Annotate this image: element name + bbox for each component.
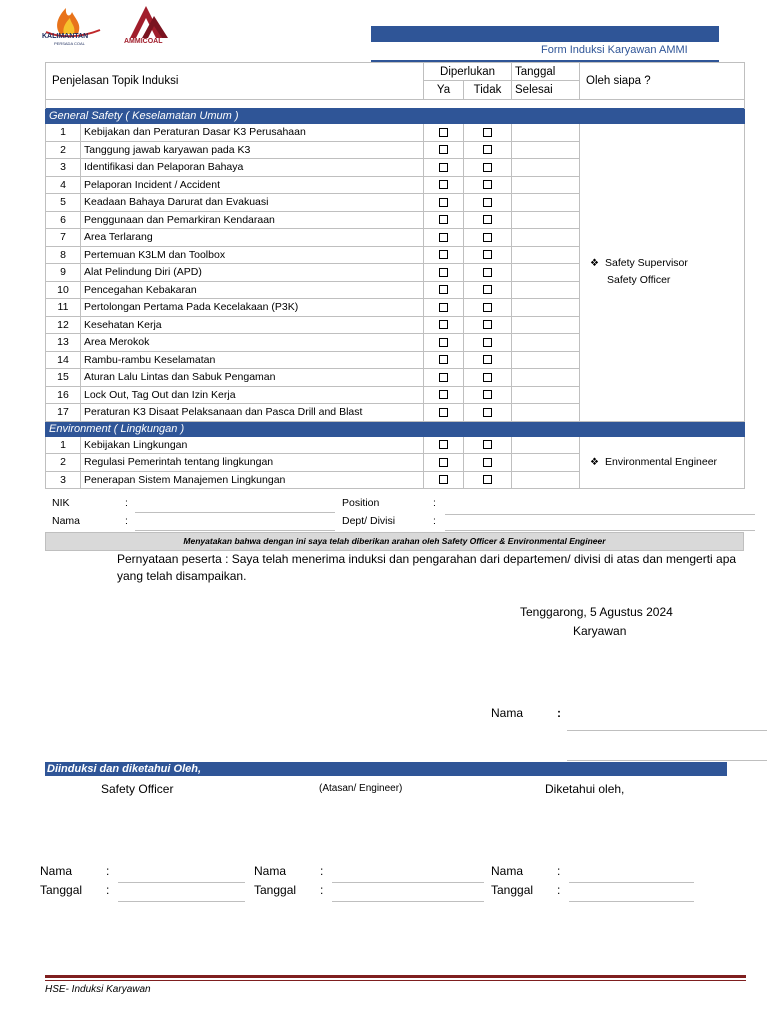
item-topic: Kebijakan Lingkungan — [81, 436, 424, 454]
item-topic: Area Merokok — [81, 334, 424, 352]
sig2-nama-field[interactable] — [332, 882, 484, 883]
no-checkbox[interactable] — [483, 268, 492, 277]
completion-date-cell[interactable] — [512, 299, 580, 317]
responsible-cell — [580, 436, 745, 489]
table-row — [46, 436, 745, 454]
dept-colon: : — [433, 515, 436, 527]
nama-label: Nama — [52, 515, 81, 527]
yes-checkbox[interactable] — [439, 268, 448, 277]
completion-date-cell[interactable] — [512, 159, 580, 177]
no-checkbox[interactable] — [483, 163, 492, 172]
item-number: 9 — [46, 264, 81, 282]
general-safety-rows — [46, 124, 745, 422]
form-title: Form Induksi Karyawan AMMI — [371, 42, 768, 60]
item-number: 1 — [46, 436, 81, 454]
diamond-bullet-icon: ❖ — [590, 258, 599, 270]
yes-checkbox[interactable] — [439, 458, 448, 467]
no-checkbox[interactable] — [483, 198, 492, 207]
footer-rule-thin — [45, 980, 746, 981]
employee-name-label: Nama — [491, 706, 524, 720]
completion-date-cell[interactable] — [512, 316, 580, 334]
ammicoal-logo — [120, 4, 180, 48]
yes-checkbox[interactable] — [439, 390, 448, 399]
yes-checkbox[interactable] — [439, 163, 448, 172]
no-checkbox[interactable] — [483, 303, 492, 312]
item-topic: Alat Pelindung Diri (APD) — [81, 264, 424, 282]
sig2-tanggal-field[interactable] — [332, 901, 484, 902]
item-number: 3 — [46, 159, 81, 177]
sig2-nama-colon: : — [320, 864, 324, 878]
yes-checkbox[interactable] — [439, 408, 448, 417]
item-number: 17 — [46, 404, 81, 422]
sig1-nama-field[interactable] — [118, 882, 245, 883]
nama-field[interactable] — [135, 530, 335, 531]
item-topic: Penggunaan dan Pemarkiran Kendaraan — [81, 211, 424, 229]
nama-colon: : — [125, 515, 128, 527]
completion-date-cell[interactable] — [512, 404, 580, 422]
item-topic: Keadaan Bahaya Darurat dan Evakuasi — [81, 194, 424, 212]
yes-checkbox[interactable] — [439, 180, 448, 189]
employee-role: Karyawan — [573, 624, 627, 638]
item-number: 12 — [46, 316, 81, 334]
completion-date-cell[interactable] — [512, 471, 580, 489]
place-date: Tenggarong, 5 Agustus 2024 — [520, 605, 673, 619]
item-topic: Rambu-rambu Keselamatan — [81, 351, 424, 369]
sig1-tanggal-label: Tanggal — [40, 883, 83, 897]
item-topic: Identifikasi dan Pelaporan Bahaya — [81, 159, 424, 177]
sig3-tanggal-field[interactable] — [569, 901, 694, 902]
item-number: 2 — [46, 141, 81, 159]
yes-checkbox[interactable] — [439, 303, 448, 312]
item-topic: Pelaporan Incident / Accident — [81, 176, 424, 194]
no-checkbox[interactable] — [483, 458, 492, 467]
item-topic: Pencegahan Kebakaran — [81, 281, 424, 299]
supervisor-label: (Atasan/ Engineer) — [319, 783, 403, 794]
item-topic: Peraturan K3 Disaat Pelaksanaan dan Pasca Drill and Blast — [81, 404, 424, 422]
declaration-bar: Menyatakan bahwa dengan ini saya telah diberikan arahan oleh Safety Officer & Environmental Engineer — [45, 532, 744, 551]
no-checkbox[interactable] — [483, 338, 492, 347]
item-number: 5 — [46, 194, 81, 212]
employee-signature-line[interactable] — [567, 760, 767, 761]
employee-name-field[interactable] — [567, 730, 767, 731]
completion-date-cell[interactable] — [512, 436, 580, 454]
completion-date-cell[interactable] — [512, 386, 580, 404]
responsible-primary: Safety Supervisor — [604, 257, 688, 270]
environment-rows — [46, 436, 745, 489]
footer-text: HSE- Induksi Karyawan — [45, 984, 151, 995]
footer-rule — [45, 975, 746, 978]
item-topic: Tanggung jawab karyawan pada K3 — [81, 141, 424, 159]
no-checkbox[interactable] — [483, 390, 492, 399]
item-number: 3 — [46, 471, 81, 489]
col-no-header: Tidak — [464, 81, 512, 100]
sig3-tanggal-colon: : — [557, 883, 561, 897]
diamond-bullet-icon: ❖ — [590, 456, 599, 468]
yes-checkbox[interactable] — [439, 373, 448, 382]
yes-checkbox[interactable] — [439, 320, 448, 329]
item-topic: Kebijakan dan Peraturan Dasar K3 Perusahaan — [81, 124, 424, 142]
no-checkbox[interactable] — [483, 215, 492, 224]
position-colon: : — [433, 497, 436, 509]
yes-checkbox[interactable] — [439, 233, 448, 242]
nik-field[interactable] — [135, 512, 335, 513]
yes-checkbox[interactable] — [439, 145, 448, 154]
nik-colon: : — [125, 497, 128, 509]
section-general-safety: General Safety ( Keselamatan Umum ) — [46, 109, 745, 124]
item-number: 8 — [46, 246, 81, 264]
item-number: 13 — [46, 334, 81, 352]
completion-date-cell[interactable] — [512, 369, 580, 387]
kalimantan-logo — [40, 4, 105, 48]
col-topic-header: Penjelasan Topik Induksi — [46, 63, 424, 100]
col-date-header-2: Selesai — [512, 81, 580, 100]
sig3-nama-field[interactable] — [569, 882, 694, 883]
col-who-header: Oleh siapa ? — [580, 63, 745, 100]
spacer-row — [46, 100, 745, 109]
item-number: 14 — [46, 351, 81, 369]
no-checkbox[interactable] — [483, 355, 492, 364]
no-checkbox[interactable] — [483, 250, 492, 259]
completion-date-cell[interactable] — [512, 351, 580, 369]
responsible-cell — [580, 124, 745, 422]
sig1-nama-label: Nama — [40, 864, 73, 878]
completion-date-cell[interactable] — [512, 281, 580, 299]
table-row — [46, 124, 745, 142]
sig2-tanggal-label: Tanggal — [254, 883, 297, 897]
col-yes-header: Ya — [424, 81, 464, 100]
sig1-nama-colon: : — [106, 864, 110, 878]
no-checkbox[interactable] — [483, 145, 492, 154]
completion-date-cell[interactable] — [512, 246, 580, 264]
participant-statement: Pernyataan peserta : Saya telah menerima induksi dan pengarahan dari departemen/ divisi di atas dan mengerti apa yang telah disampaikan. — [117, 552, 737, 583]
sig1-tanggal-colon: : — [106, 883, 110, 897]
completion-date-cell[interactable] — [512, 211, 580, 229]
col-date-header-1: Tanggal — [512, 63, 580, 81]
safety-officer-label: Safety Officer — [101, 782, 174, 796]
nik-label: NIK — [52, 497, 70, 509]
item-topic: Kesehatan Kerja — [81, 316, 424, 334]
sig1-tanggal-field[interactable] — [118, 901, 245, 902]
induction-section-title: Diinduksi dan diketahui Oleh, — [45, 762, 727, 776]
induction-table — [45, 62, 745, 489]
item-number: 7 — [46, 229, 81, 247]
item-topic: Penerapan Sistem Manajemen Lingkungan — [81, 471, 424, 489]
yes-checkbox[interactable] — [439, 475, 448, 484]
no-checkbox[interactable] — [483, 128, 492, 137]
yes-checkbox[interactable] — [439, 215, 448, 224]
acknowledged-label: Diketahui oleh, — [545, 782, 625, 796]
item-number: 1 — [46, 124, 81, 142]
yes-checkbox[interactable] — [439, 285, 448, 294]
no-checkbox[interactable] — [483, 440, 492, 449]
ammicoal-text: AMMICOAL — [124, 38, 163, 45]
col-required-header: Diperlukan — [424, 63, 512, 81]
position-field[interactable] — [445, 514, 755, 515]
kalimantan-subtext: PERSADA COAL — [54, 41, 85, 46]
yes-checkbox[interactable] — [439, 338, 448, 347]
sig2-tanggal-colon: : — [320, 883, 324, 897]
dept-label: Dept/ Divisi — [342, 515, 396, 527]
no-checkbox[interactable] — [483, 285, 492, 294]
item-number: 15 — [46, 369, 81, 387]
completion-date-cell[interactable] — [512, 124, 580, 142]
yes-checkbox[interactable] — [439, 128, 448, 137]
no-checkbox[interactable] — [483, 475, 492, 484]
sig3-tanggal-label: Tanggal — [491, 883, 534, 897]
item-topic: Pertolongan Pertama Pada Kecelakaan (P3K) — [81, 299, 424, 317]
item-topic: Aturan Lalu Lintas dan Sabuk Pengaman — [81, 369, 424, 387]
completion-date-cell[interactable] — [512, 229, 580, 247]
no-checkbox[interactable] — [483, 233, 492, 242]
section-environment: Environment ( Lingkungan ) — [46, 421, 745, 436]
responsible-secondary: Safety Officer — [607, 274, 671, 287]
kalimantan-text: KALIMANTAN — [42, 33, 89, 40]
yes-checkbox[interactable] — [439, 440, 448, 449]
item-topic: Area Terlarang — [81, 229, 424, 247]
no-checkbox[interactable] — [483, 373, 492, 382]
yes-checkbox[interactable] — [439, 250, 448, 259]
completion-date-cell[interactable] — [512, 141, 580, 159]
dept-field[interactable] — [445, 530, 755, 531]
completion-date-cell[interactable] — [512, 176, 580, 194]
sig3-nama-label: Nama — [491, 864, 524, 878]
no-checkbox[interactable] — [483, 180, 492, 189]
item-topic: Pertemuan K3LM dan Toolbox — [81, 246, 424, 264]
item-topic: Lock Out, Tag Out dan Izin Kerja — [81, 386, 424, 404]
position-label: Position — [342, 497, 380, 509]
item-number: 2 — [46, 454, 81, 472]
item-number: 4 — [46, 176, 81, 194]
employee-name-colon: : — [557, 706, 561, 720]
responsible-primary: Environmental Engineer — [604, 455, 718, 468]
item-topic: Regulasi Pemerintah tentang lingkungan — [81, 454, 424, 472]
item-number: 6 — [46, 211, 81, 229]
completion-date-cell[interactable] — [512, 334, 580, 352]
no-checkbox[interactable] — [483, 408, 492, 417]
item-number: 11 — [46, 299, 81, 317]
sig2-nama-label: Nama — [254, 864, 287, 878]
yes-checkbox[interactable] — [439, 355, 448, 364]
completion-date-cell[interactable] — [512, 264, 580, 282]
completion-date-cell[interactable] — [512, 194, 580, 212]
item-number: 16 — [46, 386, 81, 404]
sig3-nama-colon: : — [557, 864, 561, 878]
yes-checkbox[interactable] — [439, 198, 448, 207]
item-number: 10 — [46, 281, 81, 299]
no-checkbox[interactable] — [483, 320, 492, 329]
completion-date-cell[interactable] — [512, 454, 580, 472]
